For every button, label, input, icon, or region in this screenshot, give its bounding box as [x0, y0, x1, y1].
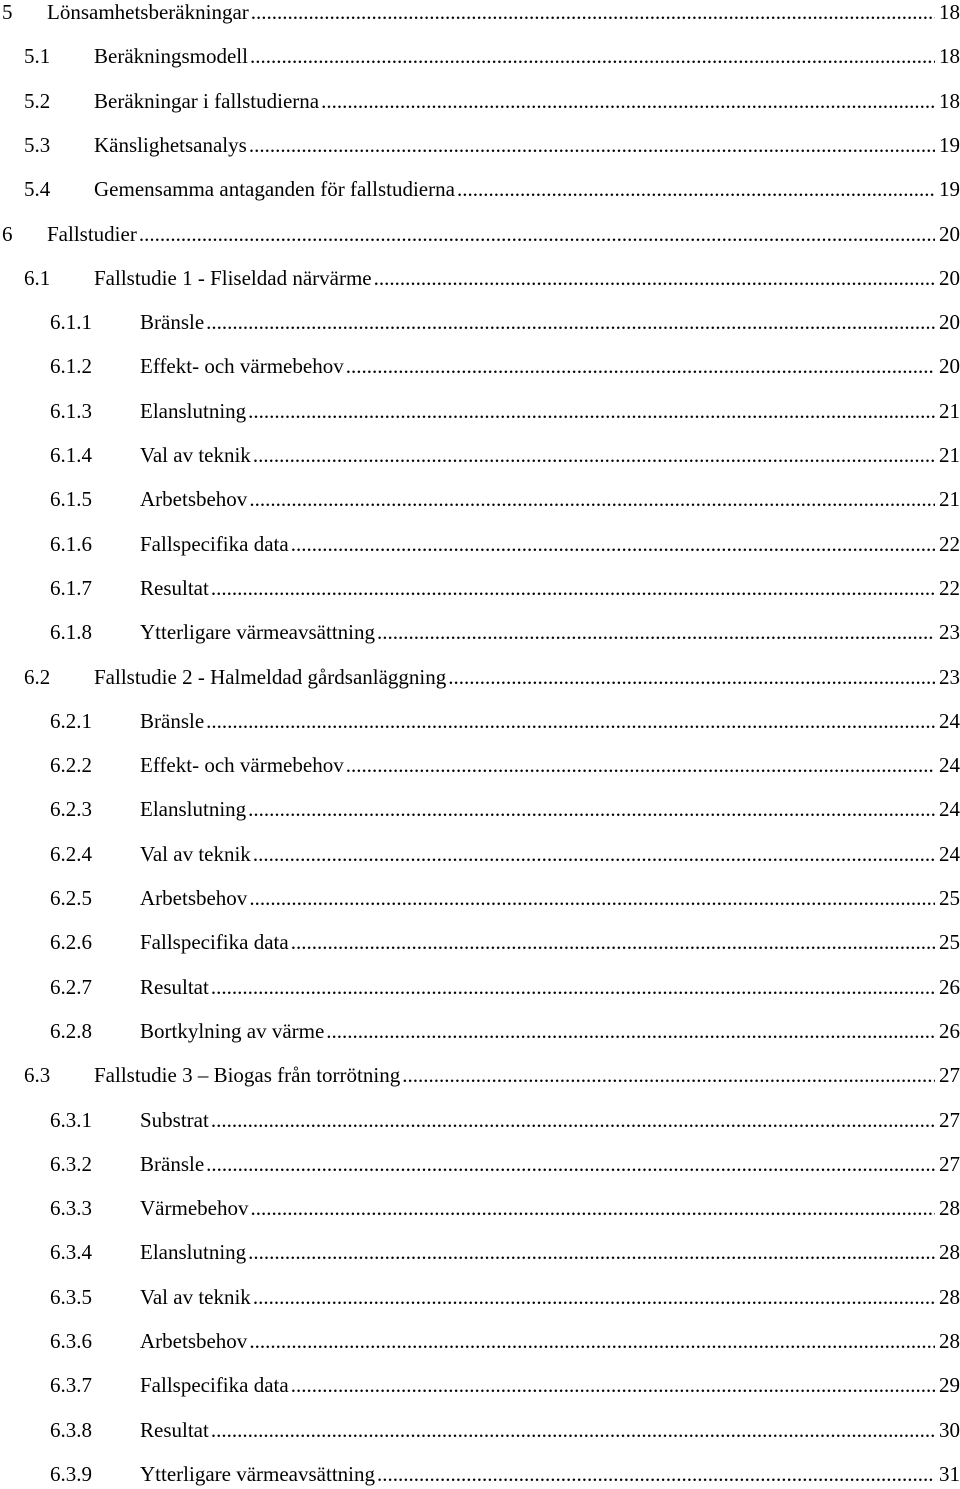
toc-entry-page: 20 — [939, 310, 960, 335]
toc-dot-leader — [250, 41, 935, 71]
toc-entry-page: 22 — [939, 531, 960, 556]
toc-entry[interactable] — [0, 839, 960, 869]
toc-entry-title: Val av teknik — [140, 1284, 251, 1309]
toc-dot-leader — [448, 662, 935, 692]
toc-dot-leader — [457, 174, 935, 204]
toc-dot-leader — [206, 1149, 935, 1179]
toc-entry-title: Bortkylning av värme — [140, 1018, 325, 1043]
toc-dot-leader — [253, 1282, 935, 1312]
toc-entry-title: Val av teknik — [140, 841, 251, 866]
toc-entry-number: 6.1.6 — [50, 531, 92, 556]
toc-entry[interactable] — [0, 662, 960, 692]
toc-entry-page: 28 — [939, 1329, 960, 1353]
toc-entry-page: 20 — [939, 265, 960, 290]
toc-entry-title: Effekt- och värmebehov — [140, 354, 344, 379]
toc-dot-leader — [377, 1459, 935, 1489]
toc-entry[interactable] — [0, 130, 960, 160]
toc-entry[interactable] — [0, 41, 960, 71]
toc-entry[interactable] — [0, 529, 960, 559]
toc-dot-leader — [206, 706, 935, 736]
toc-dot-leader — [248, 396, 935, 426]
toc-entry[interactable] — [0, 573, 960, 603]
toc-dot-leader — [249, 1326, 935, 1356]
toc-entry-number: 6.2.3 — [50, 797, 92, 822]
toc-entry-number: 6.3.8 — [50, 1417, 92, 1442]
toc-dot-leader — [253, 839, 935, 869]
toc-dot-leader — [211, 573, 935, 603]
toc-dot-leader — [249, 484, 935, 514]
toc-entry[interactable] — [0, 1016, 960, 1046]
toc-entry-number: 6.3.2 — [50, 1151, 92, 1176]
toc-entry-number: 6.1.4 — [50, 443, 92, 467]
toc-entry-page: 18 — [939, 0, 960, 24]
toc-entry[interactable] — [0, 617, 960, 647]
toc-entry-page: 25 — [939, 930, 960, 955]
toc-entry-number: 6.3.9 — [50, 1461, 92, 1486]
toc-entry-page: 18 — [939, 88, 960, 113]
toc-dot-leader — [249, 883, 935, 913]
toc-entry-title: Fallstudie 1 - Fliseldad närvärme — [94, 265, 372, 290]
toc-entry-title: Värmebehov — [140, 1196, 249, 1221]
toc-dot-leader — [321, 86, 935, 116]
toc-dot-leader — [211, 1105, 935, 1135]
toc-entry-page: 18 — [939, 44, 960, 69]
toc-entry[interactable] — [0, 927, 960, 957]
toc-entry[interactable] — [0, 484, 960, 514]
toc-entry[interactable] — [0, 1193, 960, 1223]
toc-dot-leader — [374, 263, 935, 293]
toc-entry-number: 6.3.6 — [50, 1329, 92, 1353]
toc-entry-title: Substrat — [140, 1107, 209, 1132]
toc-entry[interactable] — [0, 1105, 960, 1135]
toc-entry-number: 6.1.8 — [50, 620, 92, 645]
toc-entry-page: 28 — [939, 1196, 960, 1221]
toc-entry[interactable] — [0, 1326, 960, 1356]
toc-entry-number: 6.2.7 — [50, 974, 92, 999]
toc-entry-number: 6.2.6 — [50, 930, 92, 955]
toc-entry-page: 19 — [939, 132, 960, 157]
toc-entry-page: 21 — [939, 443, 960, 467]
toc-entry-number: 6.2.4 — [50, 841, 92, 866]
toc-entry-title: Bränsle — [140, 708, 205, 733]
toc-entry-number: 6.1.3 — [50, 398, 92, 423]
toc-dot-leader — [253, 440, 935, 470]
toc-entry-page: 26 — [939, 1018, 960, 1043]
toc-entry-number: 6.2.2 — [50, 753, 92, 778]
toc-entry[interactable] — [0, 396, 960, 426]
toc-entry-page: 19 — [939, 177, 960, 202]
toc-entry[interactable] — [0, 351, 960, 381]
toc-entry-title: Gemensamma antaganden för fallstudierna — [94, 177, 455, 202]
toc-entry[interactable] — [0, 174, 960, 204]
toc-entry-title: Bränsle — [140, 310, 205, 335]
toc-entry-title: Fallspecifika data — [140, 930, 289, 955]
toc-entry-page: 27 — [939, 1151, 960, 1176]
toc-entry-page: 25 — [939, 886, 960, 910]
toc-entry-number: 6.2 — [24, 664, 51, 689]
toc-entry-title: Arbetsbehov — [140, 1329, 248, 1353]
toc-entry-number: 6 — [2, 221, 13, 246]
toc-dot-leader — [291, 529, 935, 559]
toc-dot-leader — [291, 1370, 935, 1400]
toc-dot-leader — [211, 1415, 935, 1445]
toc-entry[interactable] — [0, 1237, 960, 1267]
toc-entry-number: 6.3.7 — [50, 1373, 92, 1398]
toc-entry-number: 5 — [2, 0, 13, 24]
toc-entry-number: 6.1.1 — [50, 310, 92, 335]
toc-entry-page: 29 — [939, 1373, 960, 1398]
toc-entry-title: Beräkningar i fallstudierna — [94, 88, 320, 113]
toc-entry-page: 24 — [939, 708, 960, 733]
toc-entry[interactable] — [0, 1149, 960, 1179]
toc-entry[interactable] — [0, 750, 960, 780]
toc-entry-title: Val av teknik — [140, 443, 251, 467]
toc-entry[interactable] — [0, 883, 960, 913]
toc-dot-leader — [291, 927, 935, 957]
toc-entry[interactable] — [0, 1282, 960, 1312]
toc-entry-page: 21 — [939, 398, 960, 423]
toc-entry-number: 6.2.1 — [50, 708, 92, 733]
toc-entry-page: 26 — [939, 974, 960, 999]
toc-entry-title: Arbetsbehov — [140, 487, 248, 512]
toc-dot-leader — [346, 351, 935, 381]
toc-entry-page: 20 — [939, 221, 960, 246]
toc-entry-number: 6.3.4 — [50, 1240, 92, 1265]
toc-dot-leader — [251, 0, 935, 27]
toc-entry[interactable] — [0, 706, 960, 736]
toc-entry[interactable] — [0, 1415, 960, 1445]
toc-dot-leader — [248, 1237, 935, 1267]
toc-entry-title: Arbetsbehov — [140, 886, 248, 910]
toc-entry-title: Fallstudie 3 – Biogas från torrötning — [94, 1063, 401, 1088]
toc-entry-number: 6.1.7 — [50, 575, 92, 600]
toc-dot-leader — [402, 1060, 935, 1090]
toc-entry-page: 24 — [939, 841, 960, 866]
toc-entry-title: Resultat — [140, 974, 209, 999]
toc-entry-title: Effekt- och värmebehov — [140, 753, 344, 778]
toc-entry-title: Fallstudier — [47, 221, 137, 246]
toc-entry-page: 28 — [939, 1240, 960, 1265]
toc-entry-title: Resultat — [140, 1417, 209, 1442]
toc-dot-leader — [250, 1193, 935, 1223]
toc-entry-page: 28 — [939, 1284, 960, 1309]
toc-entry-number: 6.1.2 — [50, 354, 92, 379]
toc-entry-page: 23 — [939, 620, 960, 645]
toc-entry-title: Elanslutning — [140, 398, 247, 423]
toc-entry-page: 24 — [939, 797, 960, 822]
toc-dot-leader — [377, 617, 935, 647]
toc-entry-page: 21 — [939, 487, 960, 512]
toc-entry-title: Fallspecifika data — [140, 1373, 289, 1398]
toc-entry-number: 6.3.3 — [50, 1196, 92, 1221]
toc-dot-leader — [139, 219, 935, 249]
toc-entry-title: Fallstudie 2 - Halmeldad gårdsanläggning — [94, 664, 447, 689]
toc-entry-title: Ytterligare värmeavsättning — [140, 1461, 375, 1486]
toc-entry-page: 24 — [939, 753, 960, 778]
toc-entry-title: Elanslutning — [140, 1240, 247, 1265]
toc-entry-number: 6.3 — [24, 1063, 51, 1088]
toc-entry[interactable] — [0, 440, 960, 470]
toc-entry-number: 5.2 — [24, 88, 51, 113]
toc-entry-number: 6.3.1 — [50, 1107, 92, 1132]
toc-entry[interactable] — [0, 86, 960, 116]
toc-entry-number: 5.4 — [24, 177, 51, 202]
toc-entry-number: 5.1 — [24, 44, 51, 69]
toc-entry-title: Känslighetsanalys — [94, 132, 247, 157]
toc-entry[interactable] — [0, 1370, 960, 1400]
toc-entry-number: 6.3.5 — [50, 1284, 92, 1309]
toc-entry[interactable] — [0, 794, 960, 824]
toc-entry[interactable] — [0, 1459, 960, 1489]
toc-entry-page: 22 — [939, 575, 960, 600]
toc-entry-title: Ytterligare värmeavsättning — [140, 620, 375, 645]
toc-entry[interactable] — [0, 1060, 960, 1090]
toc-entry-page: 30 — [939, 1417, 960, 1442]
toc-dot-leader — [346, 750, 935, 780]
toc-entry[interactable] — [0, 0, 960, 27]
toc-entry-title: Beräkningsmodell — [94, 44, 248, 69]
toc-entry[interactable] — [0, 219, 960, 249]
toc-entry-number: 5.3 — [24, 132, 51, 157]
toc-entry-number: 6.1.5 — [50, 487, 92, 512]
toc-entry-page: 27 — [939, 1063, 960, 1088]
toc-dot-leader — [249, 130, 935, 160]
toc-entry-title: Elanslutning — [140, 797, 247, 822]
toc-entry-title: Lönsamhetsberäkningar — [47, 0, 249, 24]
toc-entry-page: 20 — [939, 354, 960, 379]
toc-entry[interactable] — [0, 263, 960, 293]
toc-dot-leader — [211, 972, 935, 1002]
toc-entry-title: Resultat — [140, 575, 209, 600]
toc-dot-leader — [326, 1016, 935, 1046]
toc-dot-leader — [206, 307, 935, 337]
toc-entry-page: 27 — [939, 1107, 960, 1132]
toc-entry-number: 6.2.8 — [50, 1018, 92, 1043]
toc-entry-page: 23 — [939, 664, 960, 689]
toc-entry[interactable] — [0, 307, 960, 337]
toc-dot-leader — [248, 794, 935, 824]
toc-entry-title: Bränsle — [140, 1151, 205, 1176]
toc-entry-title: Fallspecifika data — [140, 531, 289, 556]
toc-entry-number: 6.1 — [24, 265, 51, 290]
toc-entry-number: 6.2.5 — [50, 886, 92, 910]
toc-entry[interactable] — [0, 972, 960, 1002]
toc-entry-page: 31 — [939, 1461, 960, 1486]
